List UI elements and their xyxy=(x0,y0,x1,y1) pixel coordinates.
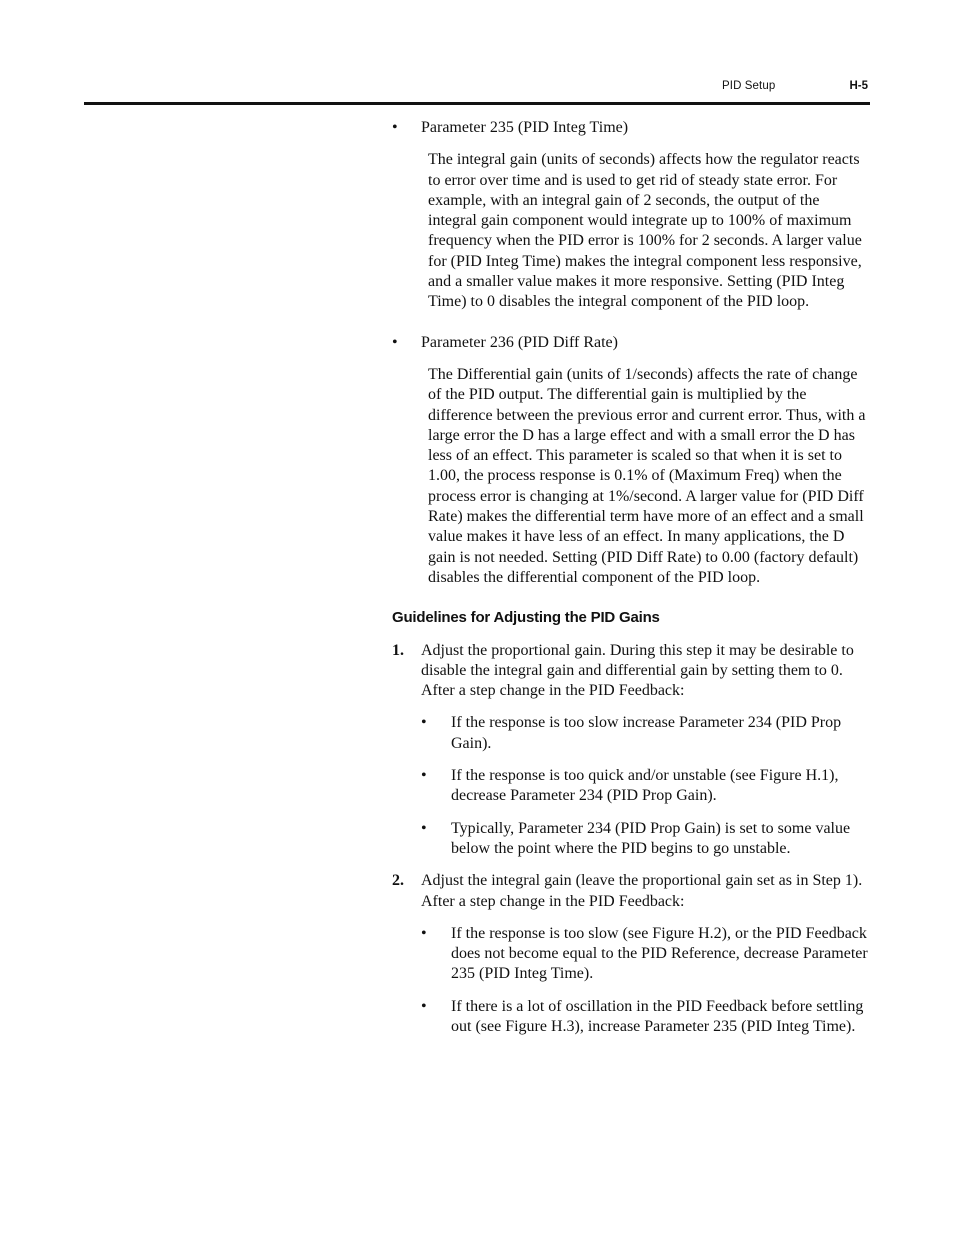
param-236-bullet xyxy=(392,333,870,353)
bullet-text: Typically, Parameter 234 (PID Prop Gain) is set to some value below the point where the PID begins to go unstable. xyxy=(451,819,851,857)
header-rule xyxy=(84,102,870,105)
step-text: Adjust the proportional gain. During this step it may be desirable to disable the integral gain and differential gain by setting them to 0. After a step change in the PID Feedback: xyxy=(421,641,854,700)
bullet-mark: • xyxy=(421,767,427,785)
bullet-mark: • xyxy=(392,119,398,136)
step-1 xyxy=(392,641,870,702)
bullet-text: If the response is too slow (see Figure H.2), or the PID Feedback does not become equal to the PID Reference, decrease Parameter 235 (PID Integ Time). xyxy=(451,924,868,983)
bullet-text: If the response is too quick and/or unstable (see Figure H.1), decrease Parameter 234 (PID Prop Gain). xyxy=(451,767,839,805)
step-2-bullet-1 xyxy=(392,924,870,985)
step-1-bullet-3 xyxy=(392,819,870,860)
bullet-text: If the response is too slow increase Parameter 234 (PID Prop Gain). xyxy=(451,714,842,752)
param-235-label: Parameter 235 (PID Integ Time) xyxy=(421,119,629,136)
page-number: H-5 xyxy=(849,80,868,92)
step-2-bullet-2 xyxy=(392,997,870,1038)
param-235-bullet xyxy=(392,118,870,138)
bullet-mark: • xyxy=(421,714,427,732)
step-1-bullet-1 xyxy=(392,713,870,754)
page-body xyxy=(392,118,870,1049)
bullet-mark: • xyxy=(421,924,427,942)
param-236-description: The Differential gain (units of 1/seconds) affects the rate of change of the PID output. The differential gain is multiplied by the difference between the previous error and current error. Thus, with a large error the D has a large effect and with a small error the D has less of an effect. This parameter is scaled so that when it is set to 1.00, the process response is 0.1% of (Maximum Freq) when the process error is changing at 1%/second. A larger value for (PID Diff Rate) makes the differential term have more of an effect and a small value makes it have less of an effect. In many applications, the D gain is not needed. Setting (PID Diff Rate) to 0.00 (factory default) disables the differential component of the PID loop. xyxy=(428,365,866,586)
bullet-mark: • xyxy=(421,997,427,1015)
step-number: 1. xyxy=(392,641,404,659)
section-heading: Guidelines for Adjusting the PID Gains xyxy=(392,609,660,627)
bullet-mark: • xyxy=(392,333,398,351)
param-236-label: Parameter 236 (PID Diff Rate) xyxy=(421,333,618,351)
param-235-description: The integral gain (units of seconds) affects how the regulator reacts to error over time and is used to get rid of steady state error. For example, with an integral gain of 2 seconds, the output of the integral gain component would integrate up to 100% of maximum frequency when the PID error is 100% for 2 seconds. A larger value for (PID Integ Time) makes the integral component less responsive, and a smaller value makes it more responsive. Setting (PID Integ Time) to 0 disables the integral component of the PID loop. xyxy=(428,151,862,311)
step-number: 2. xyxy=(392,872,404,890)
step-1-bullet-2 xyxy=(392,766,870,807)
step-2 xyxy=(392,871,870,912)
bullet-mark: • xyxy=(421,819,427,837)
step-text: Adjust the integral gain (leave the proportional gain set as in Step 1). After a step change in the PID Feedback: xyxy=(421,872,863,910)
bullet-text: If there is a lot of oscillation in the PID Feedback before settling out (see Figure H.3), increase Parameter 235 (PID Integ Time). xyxy=(451,997,864,1035)
running-header-section: PID Setup xyxy=(722,80,776,92)
